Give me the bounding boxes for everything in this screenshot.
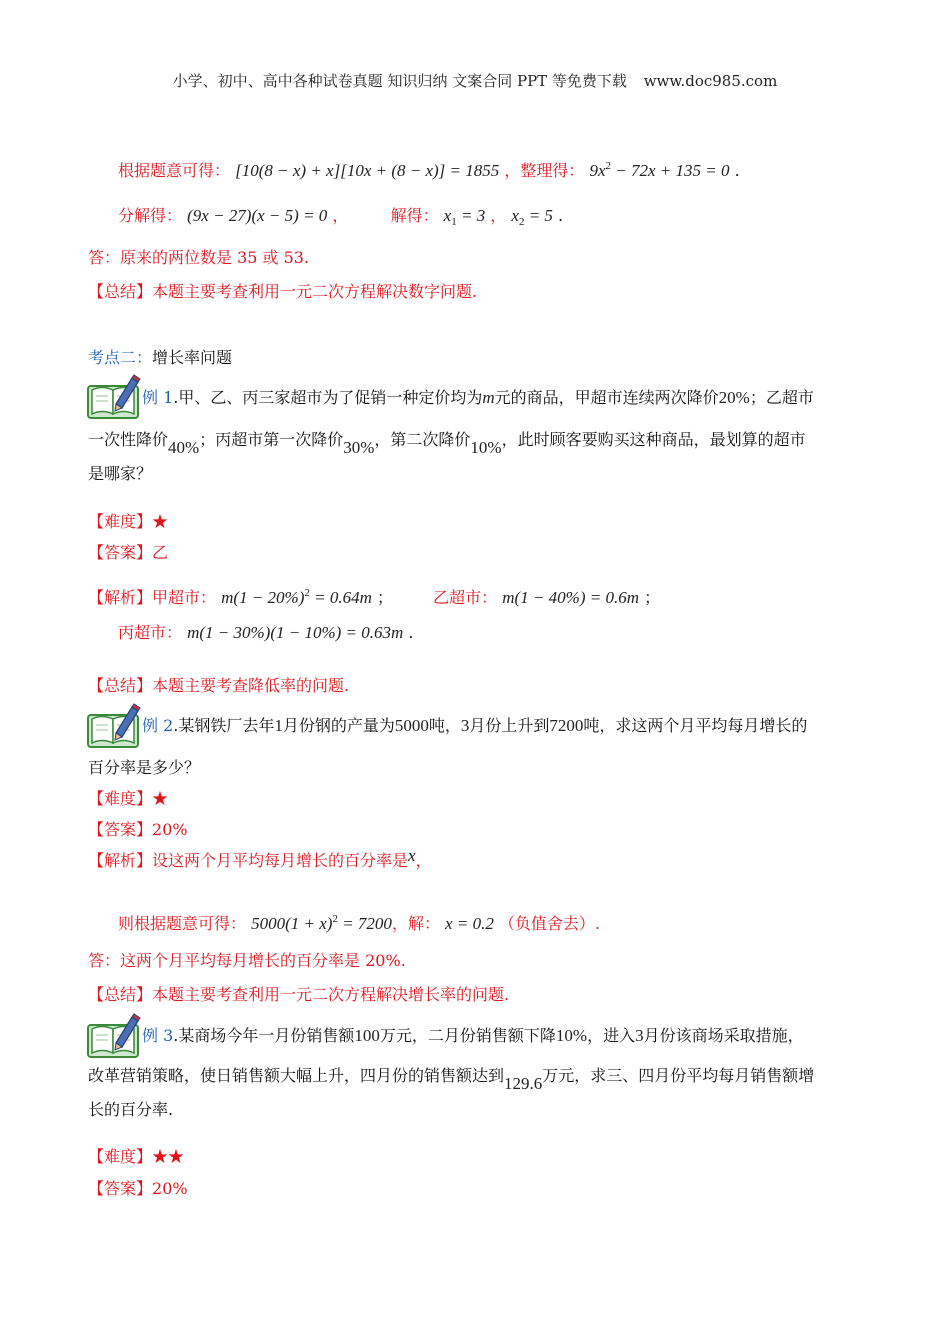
example1-line-1 xyxy=(142,388,814,408)
example1-line-3: 是哪家？ xyxy=(88,464,153,483)
example3-line2-a: 改革营销策略，使日销售额大幅上升，四月份的销售额达到 xyxy=(88,1066,505,1085)
example2-answer xyxy=(88,820,188,840)
solution-x2: $x_2 = 5$ xyxy=(511,206,553,228)
eq-label: 则根据题意可得： xyxy=(118,914,247,933)
factor-equation: (9x − 27)(x − 5) = 0 xyxy=(187,206,328,225)
example2-text-a: .某钢铁厂去年 xyxy=(173,716,275,735)
example1-line2-b: ；丙超市第一次降价 xyxy=(199,430,344,449)
example1-line2-c: ，第二次降价 xyxy=(374,430,471,449)
difficulty-tag: 【难度】 xyxy=(88,789,153,808)
analysis-text: 设这两个月平均每月增长的百分率是 xyxy=(152,851,409,870)
example1-line2-a: 一次性降价 xyxy=(88,430,169,449)
summary-text: 本题主要考查降低率的问题. xyxy=(152,676,350,695)
header-url[interactable]: www.doc985.com xyxy=(643,72,778,90)
num-3: 3 xyxy=(635,1026,644,1045)
difficulty-stars: ★★ xyxy=(152,1147,185,1166)
summary-line-1 xyxy=(88,282,477,302)
yi-end: ； xyxy=(644,588,661,607)
jia-label: 甲超市： xyxy=(152,588,217,607)
eq-sep: ，解： xyxy=(391,914,440,933)
section-label: 考点二： xyxy=(88,348,153,367)
answer-line-1: 答：原来的两位数是 35 或 53. xyxy=(88,248,310,267)
bing-end: . xyxy=(408,623,414,642)
percent-30: 30% xyxy=(343,438,375,457)
num-100: 100 xyxy=(354,1026,380,1045)
difficulty-stars: ★ xyxy=(152,789,169,808)
summary-tag: 【总结】 xyxy=(88,282,153,301)
example3-text-c: ，进入 xyxy=(587,1026,636,1045)
percent-20: 20% xyxy=(718,388,750,407)
solution: x = 0.2 xyxy=(445,914,494,933)
equation-line-2 xyxy=(118,206,563,232)
example1-text-c: ；乙超市 xyxy=(749,388,814,407)
example2-analysis-2 xyxy=(118,909,600,934)
example2-text-b: 月份钢的产量为 xyxy=(282,716,395,735)
growth-equation: $5000(1 + x)^2 = 7200$ xyxy=(251,913,392,933)
example2-text-c: 吨， xyxy=(428,716,461,735)
bing-label: 丙超市： xyxy=(118,623,183,642)
summary-tag: 【总结】 xyxy=(88,676,153,695)
yi-equation: m(1 − 40%) = 0.6m xyxy=(502,588,639,607)
eq-end: . xyxy=(734,161,740,180)
page-header xyxy=(0,70,950,91)
answer-value: 乙 xyxy=(152,543,169,562)
answer-tag: 【答案】 xyxy=(88,543,153,562)
example2-line-1 xyxy=(142,716,807,736)
answer-value: 20% xyxy=(152,1179,188,1198)
header-text: 小学、初中、高中各种试卷真题 知识归纳 文案合同 PPT 等免费下载 xyxy=(172,72,627,90)
example3-text-d: 月份该商场采取措施， xyxy=(643,1026,804,1045)
solution-note: （负值舍去）. xyxy=(498,914,601,933)
solve-end: . xyxy=(558,206,564,225)
example1-text-b: 元的商品，甲超市连续两次降价 xyxy=(494,388,719,407)
difficulty-stars: ★ xyxy=(152,512,169,531)
num-3: 3 xyxy=(460,716,470,735)
summary-text: 本题主要考查利用一元二次方程解决数字问题. xyxy=(152,282,478,301)
book-pen-icon xyxy=(86,703,142,749)
equation-simplified: $9x^2 - 72x + 135 = 0$ xyxy=(589,160,730,180)
factor-label: 分解得： xyxy=(118,206,183,225)
example1-line-2 xyxy=(88,430,806,457)
example1-answer xyxy=(88,543,168,563)
example1-line2-d: ，此时顾客要购买这种商品，最划算的超市 xyxy=(501,430,806,449)
example1-label: 例 1 xyxy=(142,388,174,407)
percent-10: 10% xyxy=(555,1026,588,1045)
answer-tag: 【答案】 xyxy=(88,820,153,839)
factor-comma: ， xyxy=(332,206,349,225)
num-129-6: 129.6 xyxy=(504,1074,543,1093)
example2-answer-line: 答：这两个月平均每月增长的百分率是 20%. xyxy=(88,951,406,970)
num-1: 1 xyxy=(274,716,283,735)
example2-line-2: 百分率是多少？ xyxy=(88,758,201,777)
example1-analysis-2 xyxy=(118,623,413,643)
answer-tag: 【答案】 xyxy=(88,1179,153,1198)
equation-line-1 xyxy=(118,156,740,181)
example3-line-3: 长的百分率. xyxy=(88,1100,174,1119)
example3-line-2 xyxy=(88,1066,815,1093)
example3-text-a: .某商场今年一月份销售额 xyxy=(173,1026,355,1045)
jia-equation: $m(1 - 20\%)^2 = 0.64m$ xyxy=(221,587,372,607)
analysis-tag: 【解析】 xyxy=(88,588,153,607)
num-5000: 5000 xyxy=(394,716,429,735)
summary-text: 本题主要考查利用一元二次方程解决增长率的问题. xyxy=(152,985,510,1004)
solve-comma: ， xyxy=(490,206,507,225)
example2-text-d: 月份上升到 xyxy=(469,716,550,735)
analysis-tag: 【解析】 xyxy=(88,851,153,870)
example3-label: 例 3 xyxy=(142,1026,174,1045)
example1-difficulty xyxy=(88,512,168,532)
yi-label: 乙超市： xyxy=(433,588,498,607)
equation-main: [10(8 − x) + x][10x + (8 − x)] = 1855 xyxy=(235,161,500,180)
eq-label: 根据题意可得： xyxy=(118,161,231,180)
percent-40: 40% xyxy=(168,438,200,457)
example3-text-b: 万元，二月份销售额下降 xyxy=(379,1026,556,1045)
example2-text-e: 吨，求这两个月平均每月增长的 xyxy=(583,716,808,735)
example3-difficulty xyxy=(88,1147,184,1167)
analysis-comma: ， xyxy=(415,851,432,870)
solution-x1: $x_1 = 3$ xyxy=(443,206,486,228)
section-title: 增长率问题 xyxy=(152,348,233,367)
book-pen-icon xyxy=(86,374,142,420)
difficulty-tag: 【难度】 xyxy=(88,512,153,531)
example3-line2-b: 万元，求三、四月份平均每月销售额增 xyxy=(542,1066,815,1085)
bing-equation: m(1 − 30%)(1 − 10%) = 0.63m xyxy=(187,623,404,642)
example2-difficulty xyxy=(88,789,168,809)
solve-label: 解得： xyxy=(390,206,439,225)
example1-summary xyxy=(88,676,349,696)
example2-summary xyxy=(88,985,509,1005)
percent-10: 10% xyxy=(470,438,502,457)
answer-value: 20% xyxy=(152,820,188,839)
var-m: m xyxy=(482,388,495,407)
example3-line-1 xyxy=(142,1026,804,1046)
jia-end: ； xyxy=(376,588,393,607)
example3-answer xyxy=(88,1179,188,1199)
eq-sep: ，整理得： xyxy=(504,161,585,180)
example2-label: 例 2 xyxy=(142,716,174,735)
example1-text-a: .甲、乙、丙三家超市为了促销一种定价均为 xyxy=(173,388,483,407)
example2-analysis-1 xyxy=(88,846,432,871)
summary-tag: 【总结】 xyxy=(88,985,153,1004)
difficulty-tag: 【难度】 xyxy=(88,1147,153,1166)
example1-analysis-1 xyxy=(88,583,660,608)
section-heading xyxy=(88,348,232,368)
book-pen-icon xyxy=(86,1013,142,1059)
var-x: x xyxy=(408,846,416,865)
num-7200: 7200 xyxy=(549,716,584,735)
